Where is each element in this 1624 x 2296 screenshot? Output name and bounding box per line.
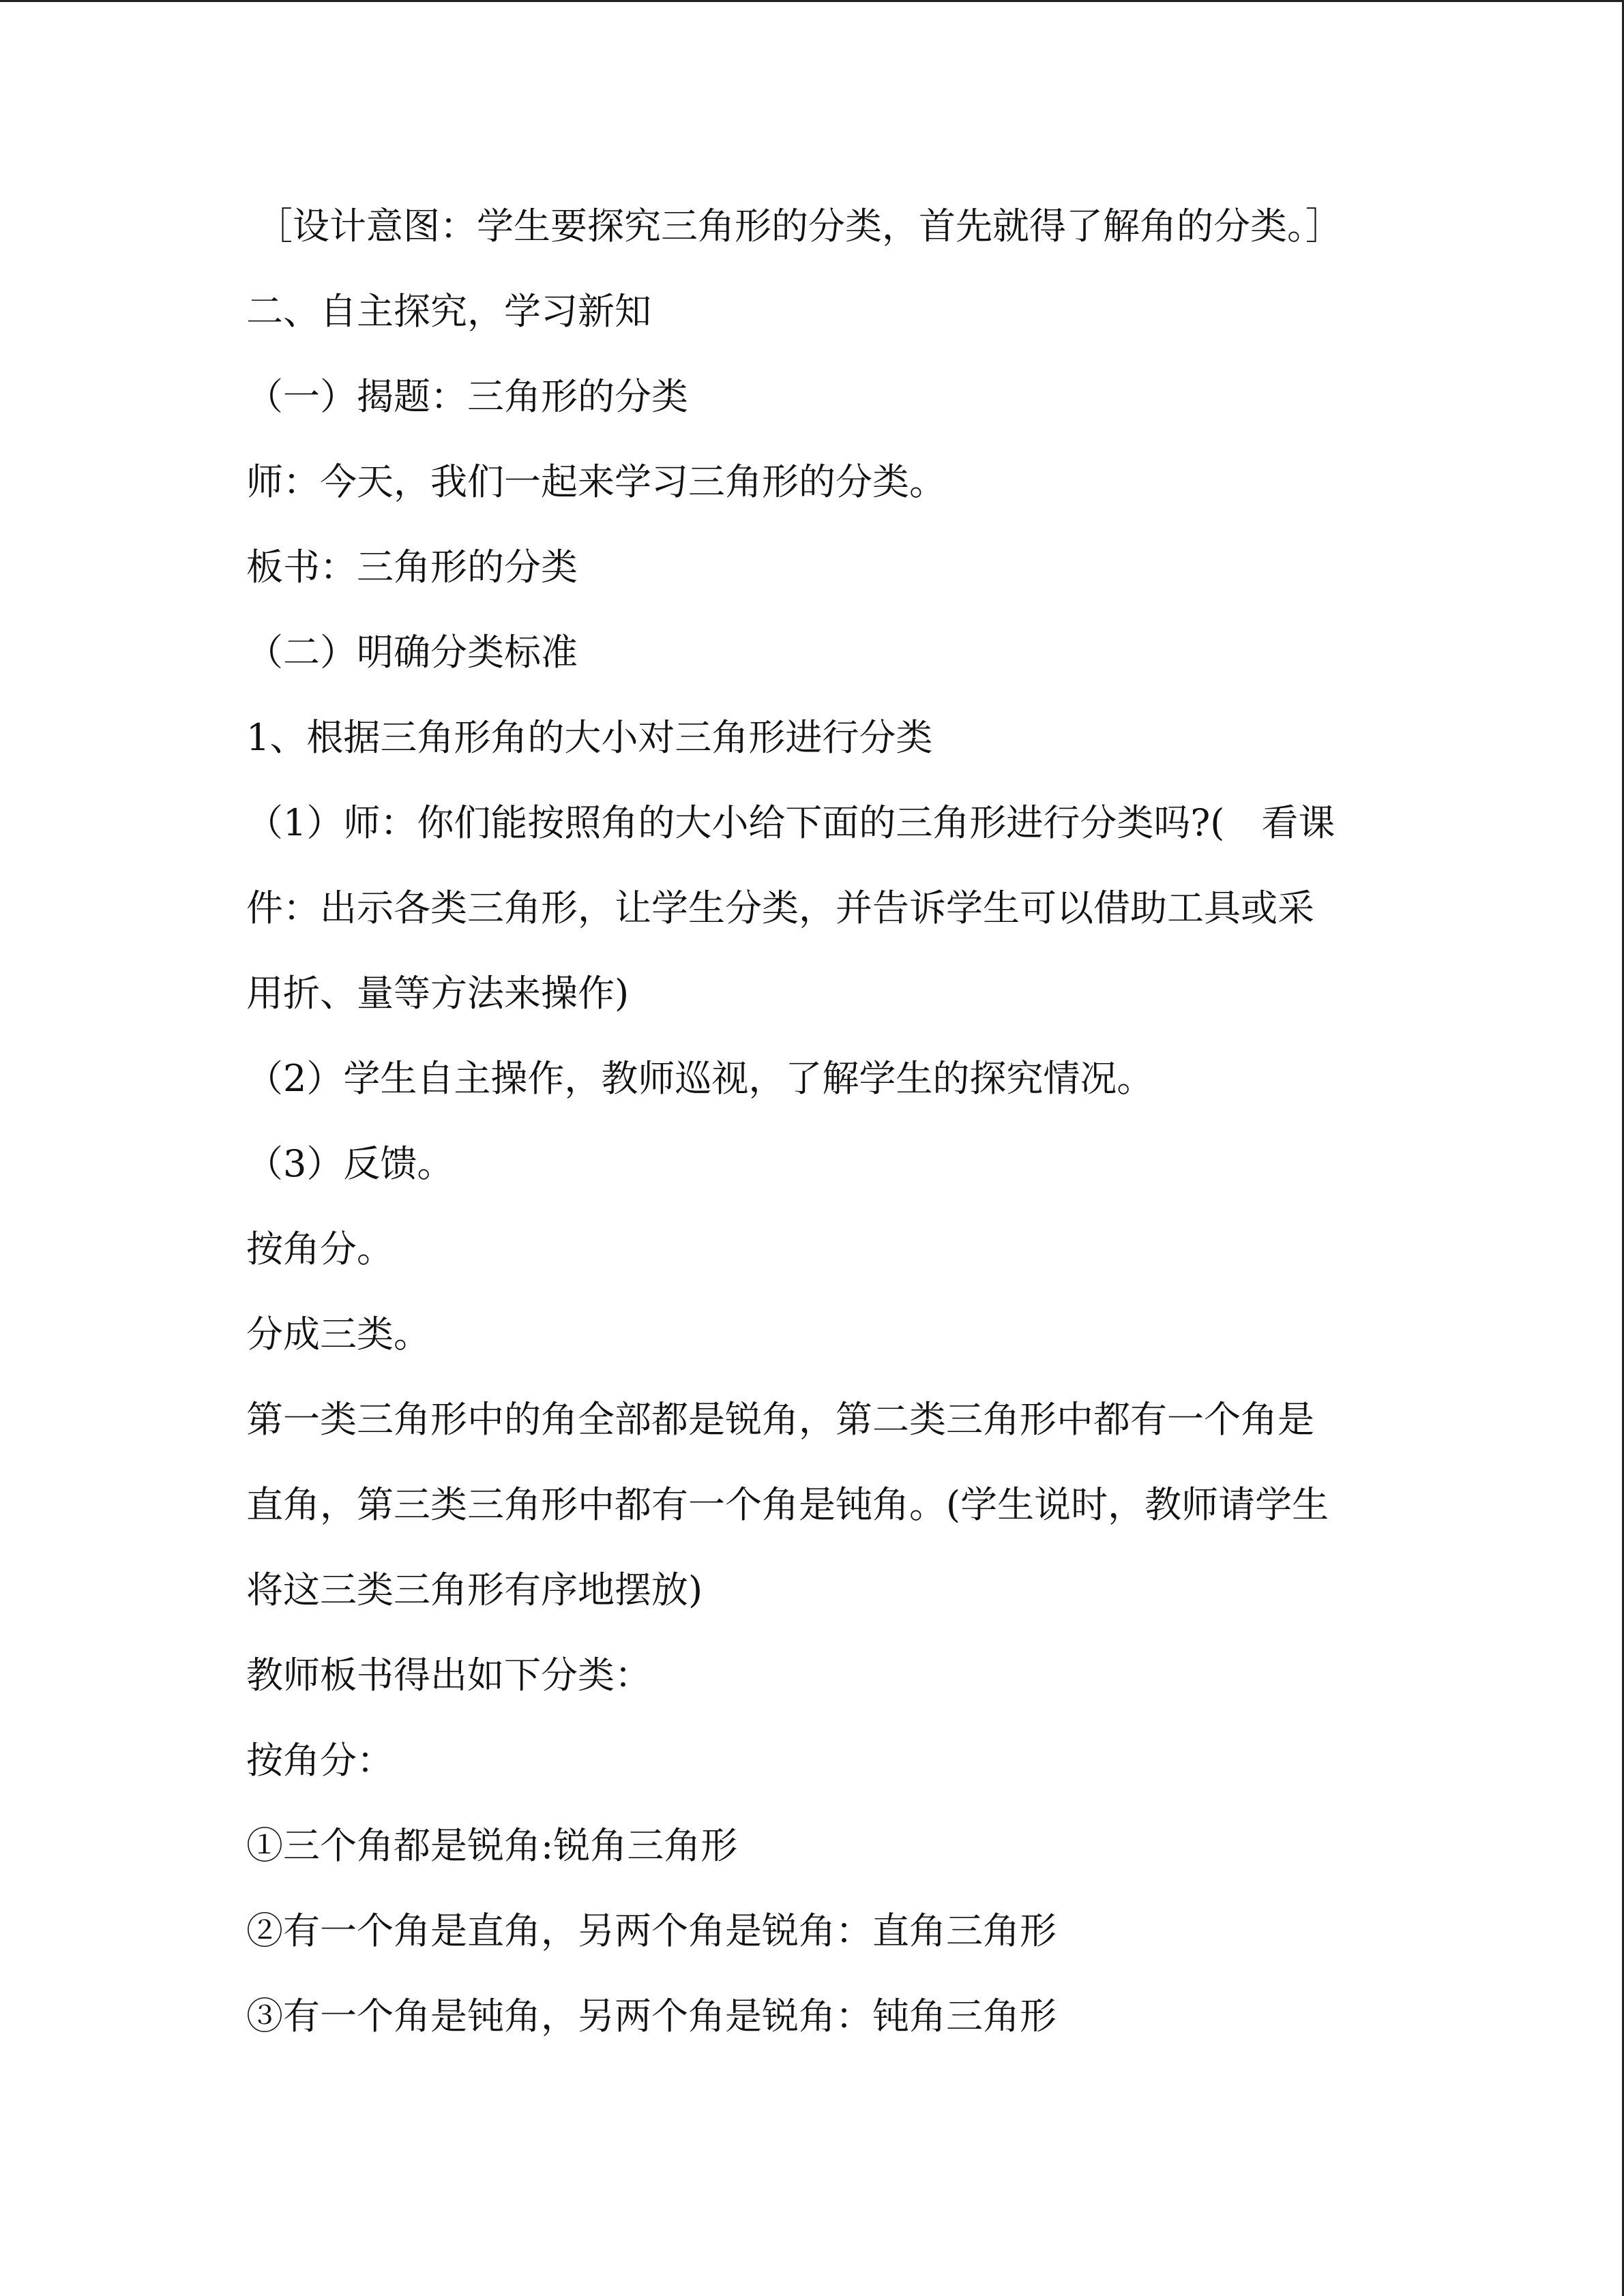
paragraph: 师：今天，我们一起来学习三角形的分类。 [246,460,946,503]
paragraph-continued: 将这三类三角形有序地摆放) [246,1568,703,1611]
paragraph-continued: 件：出示各类三角形，让学生分类，并告诉学生可以借助工具或采 [246,886,1314,929]
section-heading-2: 二、自主探究，学习新知 [246,290,651,333]
page-top-border [0,0,1624,2]
list-item: ②有一个角是直角，另两个角是锐角：直角三角形 [246,1909,1057,1952]
paragraph: 按角分： [246,1739,394,1782]
paragraph: 教师板书得出如下分类： [246,1654,651,1697]
paragraph: （2）学生自主操作，教师巡视，了解学生的探究情况。 [246,1057,1154,1100]
paragraph: 按角分。 [246,1227,394,1270]
subsection-heading-2: （二）明确分类标准 [246,631,578,674]
paragraph: 分成三类。 [246,1313,430,1356]
paragraph: 第一类三角形中的角全部都是锐角，第二类三角形中都有一个角是 [246,1398,1314,1441]
list-item: ①三个角都是锐角:锐角三角形 [246,1824,738,1867]
design-intent-note: ［设计意图：学生要探究三角形的分类，首先就得了解角的分类。］ [256,205,1342,248]
list-heading-1: 1、根据三角形角的大小对三角形进行分类 [246,716,933,759]
paragraph: （3）反馈。 [246,1142,454,1185]
subsection-heading-1: （一）揭题：三角形的分类 [246,375,688,418]
list-item: ③有一个角是钝角，另两个角是锐角：钝角三角形 [246,1995,1057,2038]
paragraph-continued: 用折、量等方法来操作) [246,972,630,1015]
paragraph: （1）师：你们能按照角的大小给下面的三角形进行分类吗?( 看课 [246,801,1335,844]
paragraph: 板书：三角形的分类 [246,546,578,588]
paragraph-continued: 直角，第三类三角形中都有一个角是钝角。(学生说时，教师请学生 [246,1483,1329,1526]
